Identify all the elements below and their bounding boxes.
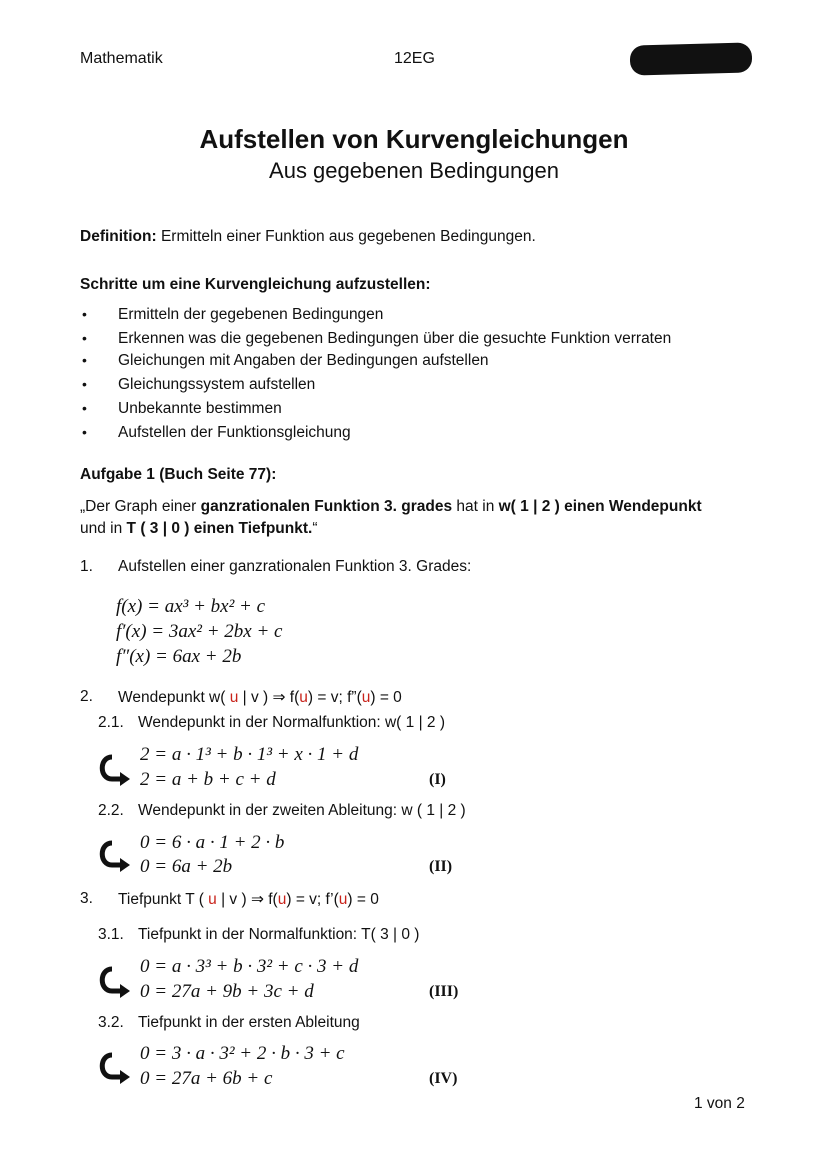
quote-text: und in xyxy=(80,520,127,537)
substep-number: 3.1. xyxy=(98,926,124,943)
redacted-name xyxy=(630,42,753,75)
curved-arrow-icon xyxy=(92,1050,132,1090)
text-part: ) = 0 xyxy=(347,891,379,908)
formula-f1: f′(x) = 3ax² + 2bx + c xyxy=(116,621,283,642)
highlight-u: u xyxy=(361,689,371,706)
step-number: 2. xyxy=(80,688,93,705)
text-part: Wendepunkt w( xyxy=(118,689,230,706)
substep-number: 3.2. xyxy=(98,1014,124,1031)
list-item: Ermitteln der gegebenen Bedingungen xyxy=(118,306,384,323)
equation-tag: (IV) xyxy=(429,1070,458,1087)
highlight-u: u xyxy=(299,689,308,706)
steps-heading: Schritte um eine Kurvengleichung aufzustellen: xyxy=(80,276,431,293)
substep-number: 2.1. xyxy=(98,714,124,731)
substep-text: Wendepunkt in der zweiten Ableitung: w ( 1 | 2 ) xyxy=(138,802,466,819)
text-part: ) = 0 xyxy=(370,689,402,706)
text-part: Tiefpunkt T ( xyxy=(118,891,209,908)
bullet-icon: • xyxy=(82,376,87,392)
equation: 0 = a · 3³ + b · 3² + c · 3 + d xyxy=(140,956,359,977)
substep-number: 2.2. xyxy=(98,802,124,819)
equation-tag: (II) xyxy=(429,858,453,875)
bullet-icon: • xyxy=(82,424,87,440)
highlight-u: u xyxy=(338,891,348,908)
equation: 0 = 3 · a · 3² + 2 · b · 3 + c xyxy=(140,1043,345,1064)
text-part: ) = v; f”( xyxy=(307,689,362,706)
equation-tag: (III) xyxy=(429,983,459,1000)
substep-text: Tiefpunkt in der Normalfunktion: T( 3 | 0 ) xyxy=(138,926,420,943)
step-number: 3. xyxy=(80,890,93,907)
bullet-icon: • xyxy=(82,330,87,346)
list-item: Gleichungssystem aufstellen xyxy=(118,376,316,393)
curved-arrow-icon xyxy=(92,752,132,792)
equation: 0 = 6 · a · 1 + 2 · b xyxy=(140,832,285,853)
equation: 0 = 6a + 2b xyxy=(140,856,233,877)
quote-text: “ xyxy=(312,520,318,537)
substep-text: Wendepunkt in der Normalfunktion: w( 1 | 2 ) xyxy=(138,714,445,731)
list-item: Erkennen was die gegebenen Bedingungen über die gesuchte Funktion verraten xyxy=(118,330,672,347)
formula-f: f(x) = ax³ + bx² + c xyxy=(116,596,266,617)
highlight-u: u xyxy=(208,891,217,908)
equation: 2 = a + b + c + d xyxy=(140,769,276,790)
text-part: | v ) ⇒ f( xyxy=(216,891,278,908)
page-number: 1 von 2 xyxy=(694,1095,745,1112)
class-label: 12EG xyxy=(394,50,435,67)
equation: 0 = 27a + 6b + c xyxy=(140,1068,273,1089)
quote-bold: ganzrationalen Funktion 3. grades xyxy=(200,498,453,515)
formula-f2: f″(x) = 6ax + 2b xyxy=(116,646,242,667)
equation: 2 = a · 1³ + b · 1³ + x · 1 + d xyxy=(140,744,359,765)
page-subtitle: Aus gegebenen Bedingungen xyxy=(269,158,559,183)
bullet-icon: • xyxy=(82,306,87,322)
substep-text: Tiefpunkt in der ersten Ableitung xyxy=(138,1014,360,1031)
page-title: Aufstellen von Kurvengleichungen xyxy=(199,124,629,154)
list-item: Unbekannte bestimmen xyxy=(118,400,282,417)
step-number: 1. xyxy=(80,558,93,575)
quote-bold: w( 1 | 2 ) einen Wendepunkt xyxy=(498,498,702,515)
equation-tag: (I) xyxy=(429,771,446,788)
definition xyxy=(80,228,536,246)
quote-text: hat in xyxy=(452,498,499,515)
highlight-u: u xyxy=(229,689,239,706)
step-text: Aufstellen einer ganzrationalen Funktion 3. Grades: xyxy=(118,558,472,575)
curved-arrow-icon xyxy=(92,964,132,1004)
quote-bold: T ( 3 | 0 ) einen Tiefpunkt. xyxy=(126,520,313,537)
highlight-u: u xyxy=(277,891,287,908)
text-part: ) = v; f’( xyxy=(286,891,339,908)
definition-text: Ermitteln einer Funktion aus gegebenen Bedingungen. xyxy=(160,228,536,245)
text-part: | v ) ⇒ f( xyxy=(238,689,300,706)
step-text xyxy=(118,890,379,909)
task-quote-line1 xyxy=(80,498,702,516)
step-text xyxy=(118,688,402,707)
list-item: Gleichungen mit Angaben der Bedingungen aufstellen xyxy=(118,352,489,369)
bullet-icon: • xyxy=(82,352,87,368)
subject-label: Mathematik xyxy=(80,50,163,67)
definition-label: Definition: xyxy=(80,228,157,245)
bullet-icon: • xyxy=(82,400,87,416)
quote-text: „Der Graph einer xyxy=(80,498,201,515)
curved-arrow-icon xyxy=(92,838,132,878)
task-quote-line2 xyxy=(80,520,317,538)
list-item: Aufstellen der Funktionsgleichung xyxy=(118,424,351,441)
task-heading: Aufgabe 1 (Buch Seite 77): xyxy=(80,466,277,483)
equation: 0 = 27a + 9b + 3c + d xyxy=(140,981,314,1002)
